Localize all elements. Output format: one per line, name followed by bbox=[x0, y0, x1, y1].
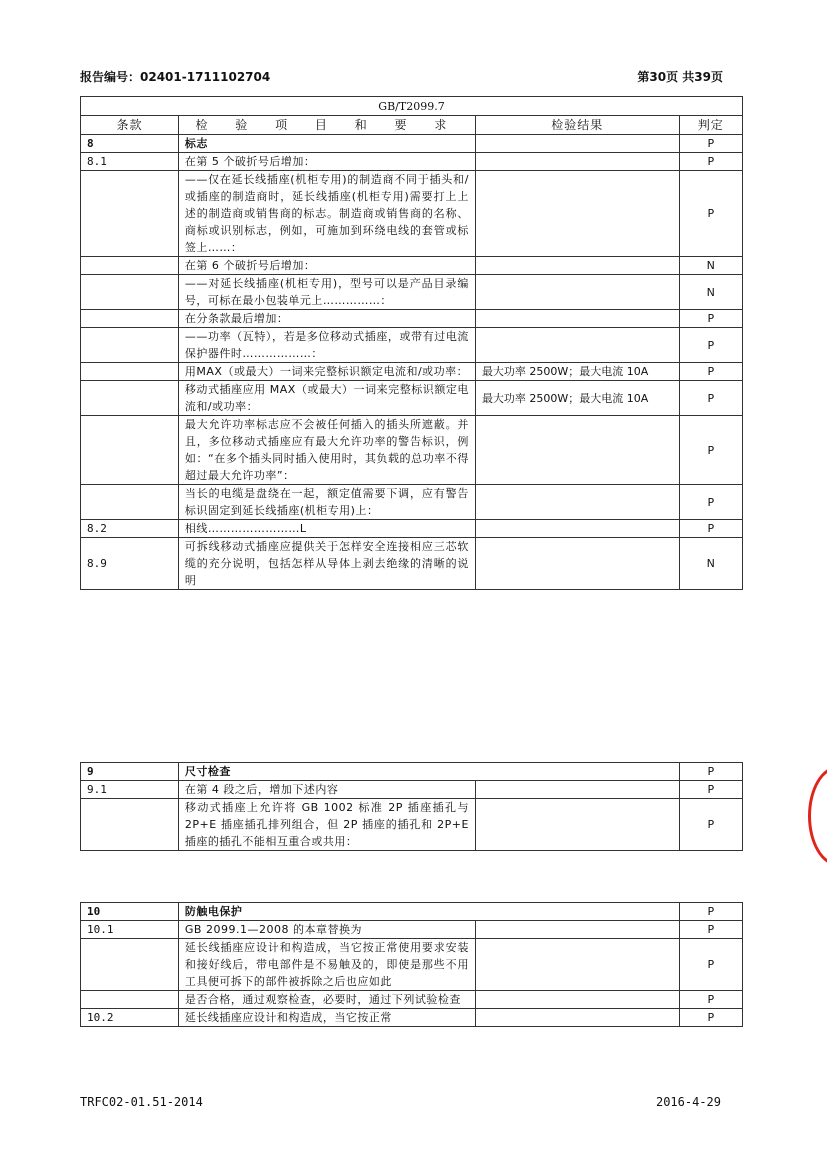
item-text: ——对延长线插座(机柜专用)，型号可以是产品目录编号，可标在最小包装单元上……………： bbox=[178, 275, 475, 310]
table-row bbox=[81, 799, 743, 851]
inspection-table-clause-8 bbox=[80, 96, 743, 590]
item-text: 移动式插座上允许将 GB 1002 标准 2P 插座插孔与 2P+E 插座插孔排列组合，但 2P 插座的插孔和 2P+E 插座的插孔不能相互重合或共用： bbox=[178, 799, 475, 851]
clause-number bbox=[81, 363, 179, 381]
table-row bbox=[81, 1009, 743, 1027]
table-row bbox=[81, 781, 743, 799]
item-text: 用MAX（或最大）一词来完整标识额定电流和/或功率： bbox=[178, 363, 475, 381]
item-text: 可拆线移动式插座应提供关于怎样安全连接相应三芯软缆的充分说明，包括怎样从导体上剥去绝缘的清晰的说明 bbox=[178, 538, 475, 590]
table-row bbox=[81, 135, 743, 153]
table-row bbox=[81, 328, 743, 363]
clause-number: 8.1 bbox=[81, 153, 179, 171]
clause-number bbox=[81, 416, 179, 485]
table-row bbox=[81, 257, 743, 275]
clause-number: 8.2 bbox=[81, 520, 179, 538]
verdict: P bbox=[679, 1009, 742, 1027]
verdict: P bbox=[679, 135, 742, 153]
table-row bbox=[81, 275, 743, 310]
col-header-item: 检 验 项 目 和 要 求 bbox=[178, 116, 475, 135]
clause-number: 9.1 bbox=[81, 781, 179, 799]
table-row bbox=[81, 416, 743, 485]
clause-number bbox=[81, 310, 179, 328]
table-row bbox=[81, 763, 743, 781]
result-text bbox=[475, 991, 679, 1009]
verdict: P bbox=[679, 485, 742, 520]
result-text bbox=[475, 275, 679, 310]
verdict: P bbox=[679, 799, 742, 851]
verdict: P bbox=[679, 520, 742, 538]
form-number: TRFC02-01.51-2014 bbox=[80, 1095, 203, 1109]
item-text: 防触电保护 bbox=[178, 903, 679, 921]
table-row bbox=[81, 363, 743, 381]
table-row bbox=[81, 520, 743, 538]
verdict: P bbox=[679, 903, 742, 921]
result-text bbox=[475, 135, 679, 153]
result-text bbox=[475, 310, 679, 328]
verdict: P bbox=[679, 363, 742, 381]
verdict: P bbox=[679, 991, 742, 1009]
result-text bbox=[475, 781, 679, 799]
col-header-clause: 条款 bbox=[81, 116, 179, 135]
clause-number bbox=[81, 328, 179, 363]
clause-number bbox=[81, 991, 179, 1009]
verdict: P bbox=[679, 939, 742, 991]
verdict: N bbox=[679, 275, 742, 310]
item-text: GB 2099.1—2008 的本章替换为 bbox=[178, 921, 475, 939]
clause-number bbox=[81, 939, 179, 991]
verdict: P bbox=[679, 153, 742, 171]
verdict: P bbox=[679, 310, 742, 328]
result-text bbox=[475, 416, 679, 485]
result-text bbox=[475, 328, 679, 363]
result-text bbox=[475, 1009, 679, 1027]
clause-number: 10 bbox=[81, 903, 179, 921]
verdict: P bbox=[679, 781, 742, 799]
result-text bbox=[475, 538, 679, 590]
item-text: 标志 bbox=[178, 135, 475, 153]
verdict: N bbox=[679, 257, 742, 275]
item-text: 最大允许功率标志应不会被任何插入的插头所遮蔽。并且，多位移动式插座应有最大允许功率的警告标识，例如：“在多个插头同时插入使用时，其负载的总功率不得超过最大允许功率”： bbox=[178, 416, 475, 485]
result-text bbox=[475, 520, 679, 538]
inspection-table-clause-9 bbox=[80, 762, 743, 851]
result-text bbox=[475, 171, 679, 257]
result-text bbox=[475, 153, 679, 171]
verdict: P bbox=[679, 921, 742, 939]
item-text: 在第 5 个破折号后增加： bbox=[178, 153, 475, 171]
item-text: 当长的电缆是盘绕在一起，额定值需要下调，应有警告标识固定到延长线插座(机柜专用)上： bbox=[178, 485, 475, 520]
clause-number bbox=[81, 485, 179, 520]
item-text: 尺寸检查 bbox=[178, 763, 679, 781]
inspection-table-clause-10 bbox=[80, 902, 743, 1027]
result-text bbox=[475, 799, 679, 851]
item-text: 移动式插座应用 MAX（或最大）一词来完整标识额定电流和/或功率： bbox=[178, 381, 475, 416]
verdict: P bbox=[679, 171, 742, 257]
table-row bbox=[81, 485, 743, 520]
clause-number: 8.9 bbox=[81, 538, 179, 590]
table-row bbox=[81, 991, 743, 1009]
clause-number: 9 bbox=[81, 763, 179, 781]
table-row bbox=[81, 939, 743, 991]
clause-number bbox=[81, 257, 179, 275]
col-header-verdict: 判定 bbox=[679, 116, 742, 135]
result-text bbox=[475, 485, 679, 520]
item-text: 在第 6 个破折号后增加： bbox=[178, 257, 475, 275]
item-text: ——功率（瓦特），若是多位移动式插座，或带有过电流保护器件时………………： bbox=[178, 328, 475, 363]
page-indicator: 第30页 共39页 bbox=[637, 70, 723, 84]
table-row bbox=[81, 153, 743, 171]
item-text: 相线……………………L bbox=[178, 520, 475, 538]
item-text: 在第 4 段之后，增加下述内容 bbox=[178, 781, 475, 799]
verdict: P bbox=[679, 763, 742, 781]
verdict: N bbox=[679, 538, 742, 590]
clause-number bbox=[81, 171, 179, 257]
col-header-result: 检验结果 bbox=[475, 116, 679, 135]
result-text: 最大功率 2500W；最大电流 10A bbox=[475, 363, 679, 381]
table-row bbox=[81, 381, 743, 416]
table-row bbox=[81, 310, 743, 328]
item-text: 是否合格，通过观察检查，必要时，通过下列试验检查 bbox=[178, 991, 475, 1009]
result-text bbox=[475, 939, 679, 991]
red-seal-stamp bbox=[808, 766, 827, 866]
standard-title: GB/T2099.7 bbox=[81, 97, 743, 116]
result-text: 最大功率 2500W；最大电流 10A bbox=[475, 381, 679, 416]
verdict: P bbox=[679, 416, 742, 485]
clause-number: 8 bbox=[81, 135, 179, 153]
table-row bbox=[81, 903, 743, 921]
clause-number bbox=[81, 799, 179, 851]
table-row bbox=[81, 921, 743, 939]
result-text bbox=[475, 921, 679, 939]
verdict: P bbox=[679, 381, 742, 416]
clause-number bbox=[81, 275, 179, 310]
item-text: 延长线插座应设计和构造成，当它按正常使用要求安装和接好线后，带电部件是不易触及的，即使是那些不用工具便可拆下的部件被拆除之后也应如此 bbox=[178, 939, 475, 991]
item-text: 延长线插座应设计和构造成，当它按正常 bbox=[178, 1009, 475, 1027]
item-text: 在分条款最后增加： bbox=[178, 310, 475, 328]
clause-number: 10.1 bbox=[81, 921, 179, 939]
report-number: 报告编号：02401-1711102704 bbox=[80, 70, 271, 84]
verdict: P bbox=[679, 328, 742, 363]
result-text bbox=[475, 257, 679, 275]
clause-number: 10.2 bbox=[81, 1009, 179, 1027]
item-text: ——仅在延长线插座(机柜专用)的制造商不同于插头和/或插座的制造商时，延长线插座(机柜专用)需要打上上述的制造商或销售商的标志。制造商或销售商的名称、商标或识别标志，例如，可施加到环绕电线的套管或标签上……： bbox=[178, 171, 475, 257]
clause-number bbox=[81, 381, 179, 416]
table-row bbox=[81, 171, 743, 257]
table-row bbox=[81, 538, 743, 590]
form-date: 2016-4-29 bbox=[655, 1095, 721, 1109]
